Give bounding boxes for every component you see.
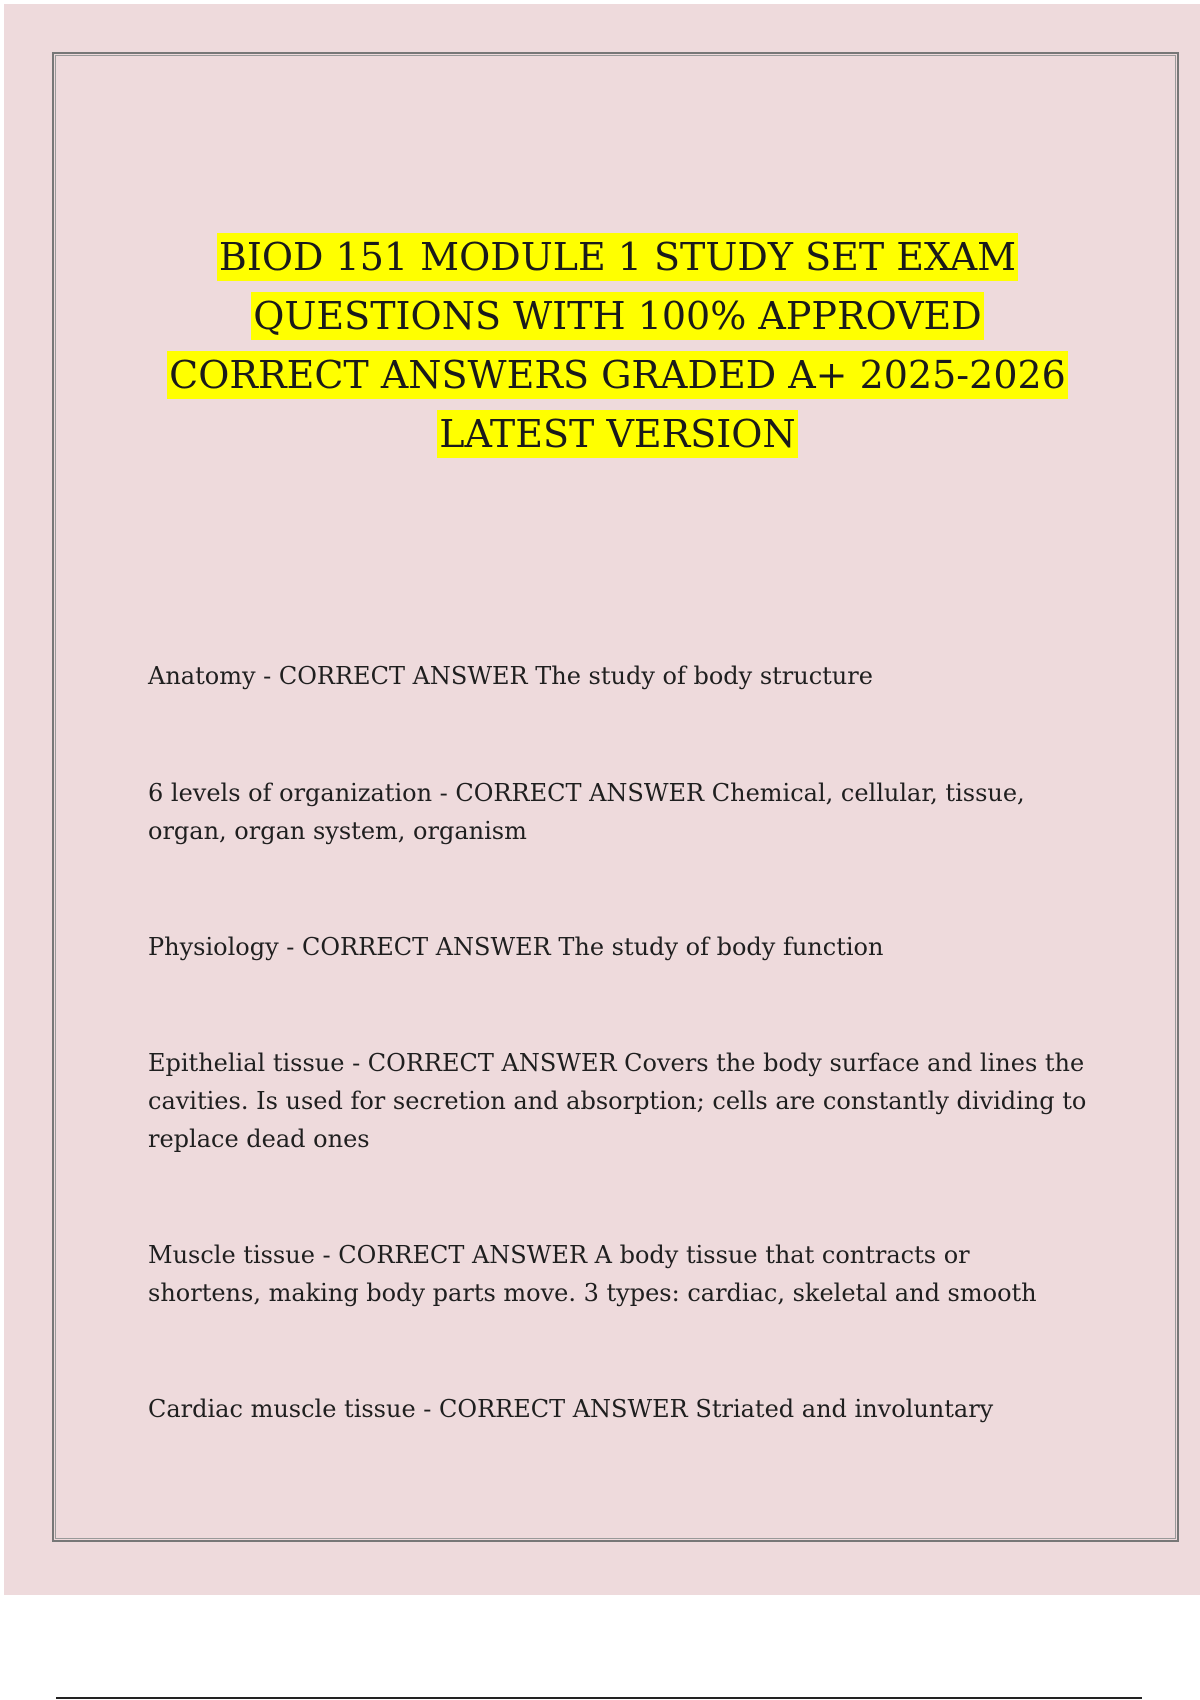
document-title: [150, 228, 1085, 464]
title-highlight: BIOD 151 MODULE 1 STUDY SET EXAM QUESTIONS WITH 100% APPROVED CORRECT ANSWERS GRADED A+ 2025-2026 LATEST VERSION: [169, 235, 1066, 456]
entry-anatomy: Anatomy - CORRECT ANSWER The study of body structure: [148, 662, 873, 690]
entry-levels-of-organization: 6 levels of organization - CORRECT ANSWER Chemical, cellular, tissue, organ, organ system, organism: [148, 779, 1025, 845]
entry-muscle-tissue: Muscle tissue - CORRECT ANSWER A body tissue that contracts or shortens, making body parts move. 3 types: cardiac, skeletal and smooth: [148, 1241, 1037, 1307]
footer-rule: [56, 1697, 1142, 1699]
title-block: [150, 228, 1085, 464]
entry-epithelial-tissue: Epithelial tissue - CORRECT ANSWER Covers the body surface and lines the cavities. Is used for secretion and absorption; cells are constantly dividing to replace dead ones: [148, 1049, 1087, 1153]
entry-physiology: Physiology - CORRECT ANSWER The study of body function: [148, 933, 884, 961]
entry-cardiac-muscle-tissue: Cardiac muscle tissue - CORRECT ANSWER Striated and involuntary: [148, 1395, 994, 1423]
